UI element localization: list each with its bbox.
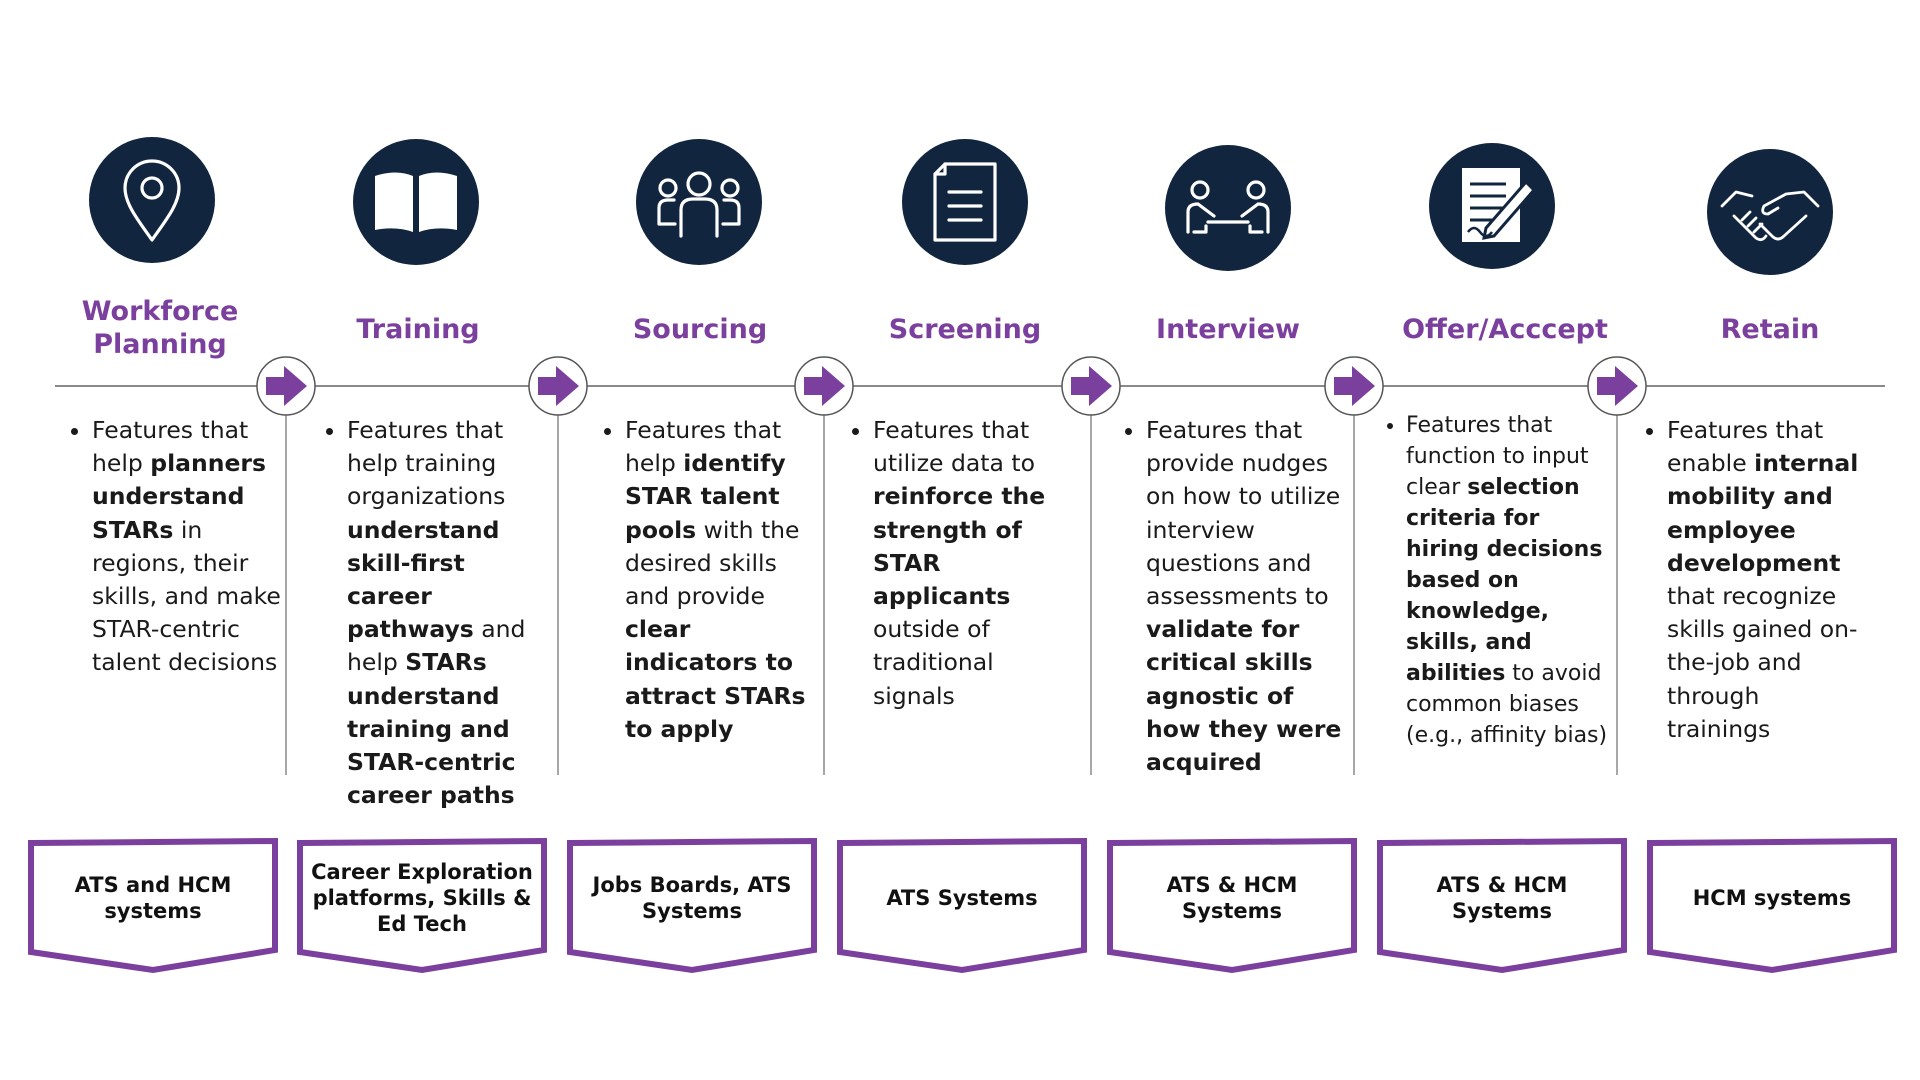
system-label-line: Jobs Boards, ATS <box>592 873 792 897</box>
description-bullet <box>1406 410 1609 751</box>
description-text: Features that function to input clear <box>1406 413 1589 500</box>
stage-description <box>325 414 550 812</box>
stage-title-line: Screening <box>888 314 1042 345</box>
people-group-icon <box>636 139 762 265</box>
stage-title-line: Retain <box>1720 314 1820 345</box>
description-emphasis: selection criteria for hiring decisions based on knowledge, skills, and abilities <box>1406 475 1603 686</box>
description-bullet <box>347 414 550 812</box>
stage-arrow-connector <box>529 357 587 415</box>
system-label-line: Systems <box>1452 899 1552 923</box>
stage-arrow-connector <box>257 357 315 415</box>
stage-title <box>288 313 548 346</box>
description-bullet <box>1146 414 1349 779</box>
system-label-line: systems <box>104 899 202 923</box>
description-bullet <box>625 414 828 746</box>
description-text: outside of traditional signals <box>873 615 994 710</box>
system-label <box>1655 848 1889 948</box>
description-emphasis: internal mobility and employee development <box>1667 449 1859 577</box>
stage-description <box>1645 414 1870 746</box>
stage-title-line: Offer/Acccept <box>1402 314 1608 345</box>
stage-arrow-connector <box>795 357 853 415</box>
stage-title-line: Workforce <box>81 296 239 327</box>
stage-title-line: Sourcing <box>632 314 768 345</box>
description-bullet <box>873 414 1061 713</box>
stage-title <box>570 313 830 346</box>
description-text: and help <box>347 615 526 677</box>
system-label <box>1115 848 1349 948</box>
system-label-line: platforms, Skills & <box>312 886 532 910</box>
handshake-icon <box>1707 149 1833 275</box>
stage-description <box>851 414 1061 713</box>
description-emphasis: planners understand STARs <box>92 449 266 544</box>
stage-title <box>835 313 1095 346</box>
interview-meeting-icon <box>1165 145 1291 271</box>
system-label <box>575 848 809 948</box>
system-label <box>36 848 270 948</box>
document-list-icon <box>902 139 1028 265</box>
signed-document-icon <box>1429 143 1555 269</box>
stage-description <box>1384 410 1609 751</box>
description-text: with the desired skills and provide <box>625 515 800 611</box>
description-text: to avoid common biases (e.g., affinity bias) <box>1406 661 1608 748</box>
stage-arrow-connector <box>1588 357 1646 415</box>
stage-description <box>603 414 828 746</box>
description-text: Features that enable <box>1667 416 1824 478</box>
stage-title-line: Interview <box>1156 314 1300 345</box>
system-label-line: ATS & HCM <box>1436 873 1568 897</box>
description-bullet <box>92 414 285 680</box>
stage-title <box>1098 313 1358 346</box>
description-text: in regions, their skills, and make STAR-centric talent decisions <box>92 515 281 677</box>
system-label <box>845 848 1079 948</box>
system-label-line: ATS & HCM <box>1166 873 1298 897</box>
description-emphasis: understand skill-first career pathways <box>347 515 500 644</box>
description-text: that recognize skills gained on-the-job and through trainings <box>1667 582 1858 743</box>
stage-title <box>1640 313 1900 346</box>
stage-title <box>30 295 290 361</box>
description-text: Features that provide nudges on how to utilize interview questions and assessments to <box>1146 416 1341 611</box>
description-emphasis: reinforce the strength of STAR applicants <box>873 482 1046 611</box>
location-pin-icon <box>89 137 215 263</box>
system-label-line: ATS and HCM <box>74 873 232 897</box>
description-emphasis: validate for critical skills agnostic of how they were acquired <box>1146 615 1342 777</box>
description-text: Features that help training organizations <box>347 416 506 511</box>
system-label-line: Ed Tech <box>377 912 467 936</box>
system-label <box>305 848 539 948</box>
stage-arrow-connector <box>1062 357 1120 415</box>
stage-description <box>70 414 285 680</box>
system-label-line: Systems <box>1182 899 1282 923</box>
stage-description <box>1124 414 1349 779</box>
description-text: Features that help <box>625 416 782 478</box>
stage-title <box>1375 313 1635 346</box>
stage-title-line: Planning <box>93 329 227 360</box>
system-label-line: HCM systems <box>1692 886 1852 910</box>
description-text: Features that utilize data to <box>873 416 1035 478</box>
description-emphasis: identify STAR talent pools <box>625 449 786 544</box>
description-bullet <box>1667 414 1870 746</box>
stage-title-line: Training <box>356 314 480 345</box>
system-label-line: ATS Systems <box>886 886 1038 910</box>
system-label-line: Systems <box>642 899 742 923</box>
description-emphasis: STARs understand training and STAR-centric career paths <box>347 648 516 810</box>
system-label-line: Career Exploration <box>311 860 533 884</box>
description-text: Features that help <box>92 416 249 478</box>
description-emphasis: clear indicators to attract STARs to apply <box>625 615 806 743</box>
system-label <box>1385 848 1619 948</box>
open-book-icon <box>353 139 479 265</box>
stage-arrow-connector <box>1325 357 1383 415</box>
